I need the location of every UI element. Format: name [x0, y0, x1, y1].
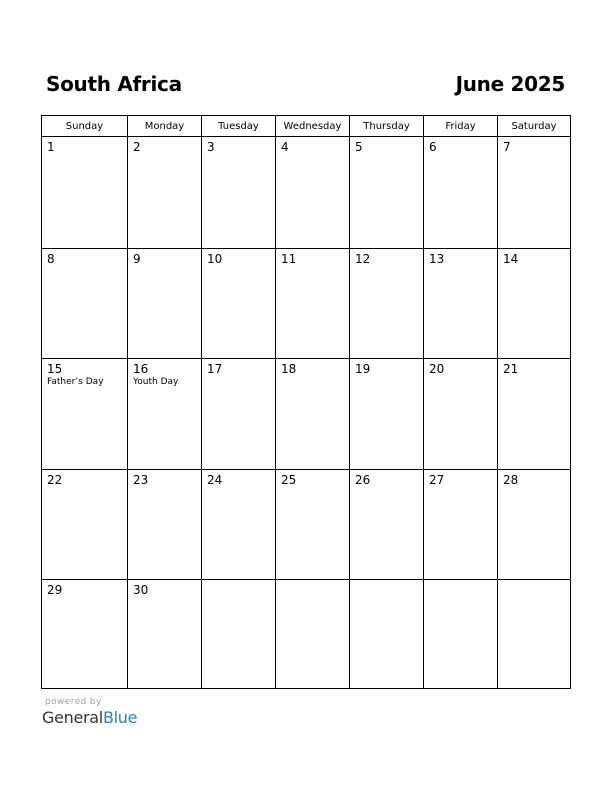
day-number: 23: [133, 473, 149, 487]
day-number: 11: [281, 252, 297, 266]
day-cell: [497, 580, 570, 688]
day-cell: [423, 359, 497, 469]
day-cell: [275, 580, 349, 688]
day-number: 17: [207, 362, 223, 376]
day-cell: [423, 470, 497, 579]
day-cell: [201, 580, 275, 688]
day-number: 18: [281, 362, 297, 376]
weekday-sunday: Sunday: [65, 121, 104, 132]
day-number: 13: [429, 252, 445, 266]
week-row: [42, 469, 570, 579]
day-cell: [349, 580, 423, 688]
day-number: 15: [47, 362, 63, 376]
holiday-label: Father’s Day: [47, 377, 104, 387]
day-number: 22: [47, 473, 63, 487]
day-cell: [42, 137, 127, 248]
day-number: 21: [503, 362, 519, 376]
day-cell: [127, 359, 201, 469]
day-cell: [349, 470, 423, 579]
day-cell: [423, 137, 497, 248]
day-cell: [42, 470, 127, 579]
day-number: 4: [281, 140, 289, 154]
week-row: [42, 248, 570, 358]
day-number: 30: [133, 583, 149, 597]
calendar-grid: [41, 115, 571, 689]
weekday-wednesday: Wednesday: [275, 116, 349, 136]
day-cell: [275, 249, 349, 358]
day-number: 19: [355, 362, 371, 376]
day-cell: [42, 249, 127, 358]
day-number: 25: [281, 473, 297, 487]
day-cell: [275, 359, 349, 469]
day-number: 1: [47, 140, 55, 154]
country-title: South Africa: [46, 72, 182, 96]
day-cell: [42, 580, 127, 688]
month-title: June 2025: [455, 72, 565, 96]
generalblue-logo[interactable]: [42, 708, 137, 728]
day-cell: [423, 580, 497, 688]
day-number: 20: [429, 362, 445, 376]
day-cell: [349, 249, 423, 358]
day-number: 5: [355, 140, 363, 154]
day-cell: [201, 249, 275, 358]
day-number: 29: [47, 583, 63, 597]
day-number: 16: [133, 362, 149, 376]
day-number: 24: [207, 473, 223, 487]
day-number: 14: [503, 252, 519, 266]
day-cell: [201, 359, 275, 469]
week-row: [42, 358, 570, 469]
week-row: [42, 137, 570, 248]
weekday-monday: Monday: [127, 116, 201, 136]
day-number: 2: [133, 140, 141, 154]
powered-by-label: powered by: [45, 697, 102, 707]
day-cell: [201, 137, 275, 248]
day-cell: [423, 249, 497, 358]
day-cell: [127, 249, 201, 358]
day-number: 27: [429, 473, 445, 487]
holiday-label: Youth Day: [133, 377, 179, 387]
weekday-thursday: Thursday: [349, 116, 423, 136]
day-number: 12: [355, 252, 371, 266]
day-cell: [275, 470, 349, 579]
day-number: 28: [503, 473, 519, 487]
day-cell: [497, 359, 570, 469]
day-number: 6: [429, 140, 437, 154]
day-cell: [349, 137, 423, 248]
day-cell: [127, 580, 201, 688]
day-number: 10: [207, 252, 223, 266]
day-cell: [201, 470, 275, 579]
day-cell: [497, 470, 570, 579]
weekday-saturday: Saturday: [497, 116, 570, 136]
weekday-header-row: [42, 116, 570, 137]
day-cell: [497, 249, 570, 358]
day-cell: [275, 137, 349, 248]
brand-general-text: General: [42, 708, 103, 727]
brand-blue-text: Blue: [102, 708, 138, 727]
day-number: 3: [207, 140, 215, 154]
day-cell: [127, 470, 201, 579]
day-cell: [497, 137, 570, 248]
day-number: 26: [355, 473, 371, 487]
day-number: 7: [503, 140, 511, 154]
weekday-tuesday: Tuesday: [201, 116, 275, 136]
day-cell: [127, 137, 201, 248]
weekday-friday: Friday: [423, 116, 497, 136]
day-cell: [42, 359, 127, 469]
day-number: 8: [47, 252, 55, 266]
day-number: 9: [133, 252, 141, 266]
day-cell: [349, 359, 423, 469]
week-row: [42, 579, 570, 688]
